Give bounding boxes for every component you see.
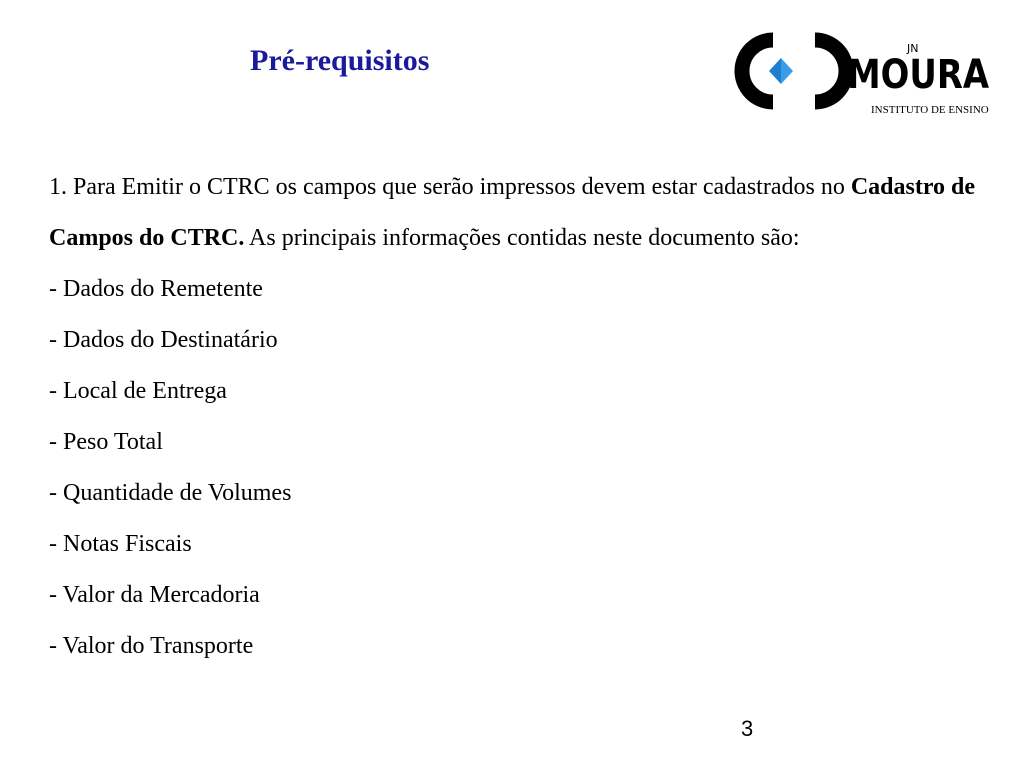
- svg-text:MOURA: MOURA: [847, 52, 990, 98]
- slide-body: [49, 162, 979, 672]
- institute-logo: [711, 18, 995, 124]
- svg-text:INSTITUTO DE ENSINO: INSTITUTO DE ENSINO: [871, 104, 989, 116]
- intro-text-end: As principais informações contidas neste documento são:: [244, 225, 800, 251]
- intro-bold-text: Cadastro de Campos do CTRC.: [49, 174, 976, 251]
- list-item: - Valor do Transporte: [49, 633, 254, 659]
- list-item: - Local de Entrega: [49, 378, 227, 404]
- svg-text:JN: JN: [907, 42, 919, 55]
- page-number: 3: [741, 716, 754, 741]
- list-item: - Dados do Destinatário: [49, 327, 278, 353]
- list-item: - Valor da Mercadoria: [49, 582, 260, 608]
- slide-title: Pré-requisitos: [250, 44, 430, 77]
- list-item: - Dados do Remetente: [49, 276, 263, 302]
- intro-paragraph: [49, 162, 979, 264]
- list-item: - Quantidade de Volumes: [49, 480, 292, 506]
- intro-text: 1. Para Emitir o CTRC os campos que serão impressos devem estar cadastrados no: [49, 174, 851, 200]
- list-item: - Peso Total: [49, 429, 163, 455]
- list-item: - Notas Fiscais: [49, 531, 192, 557]
